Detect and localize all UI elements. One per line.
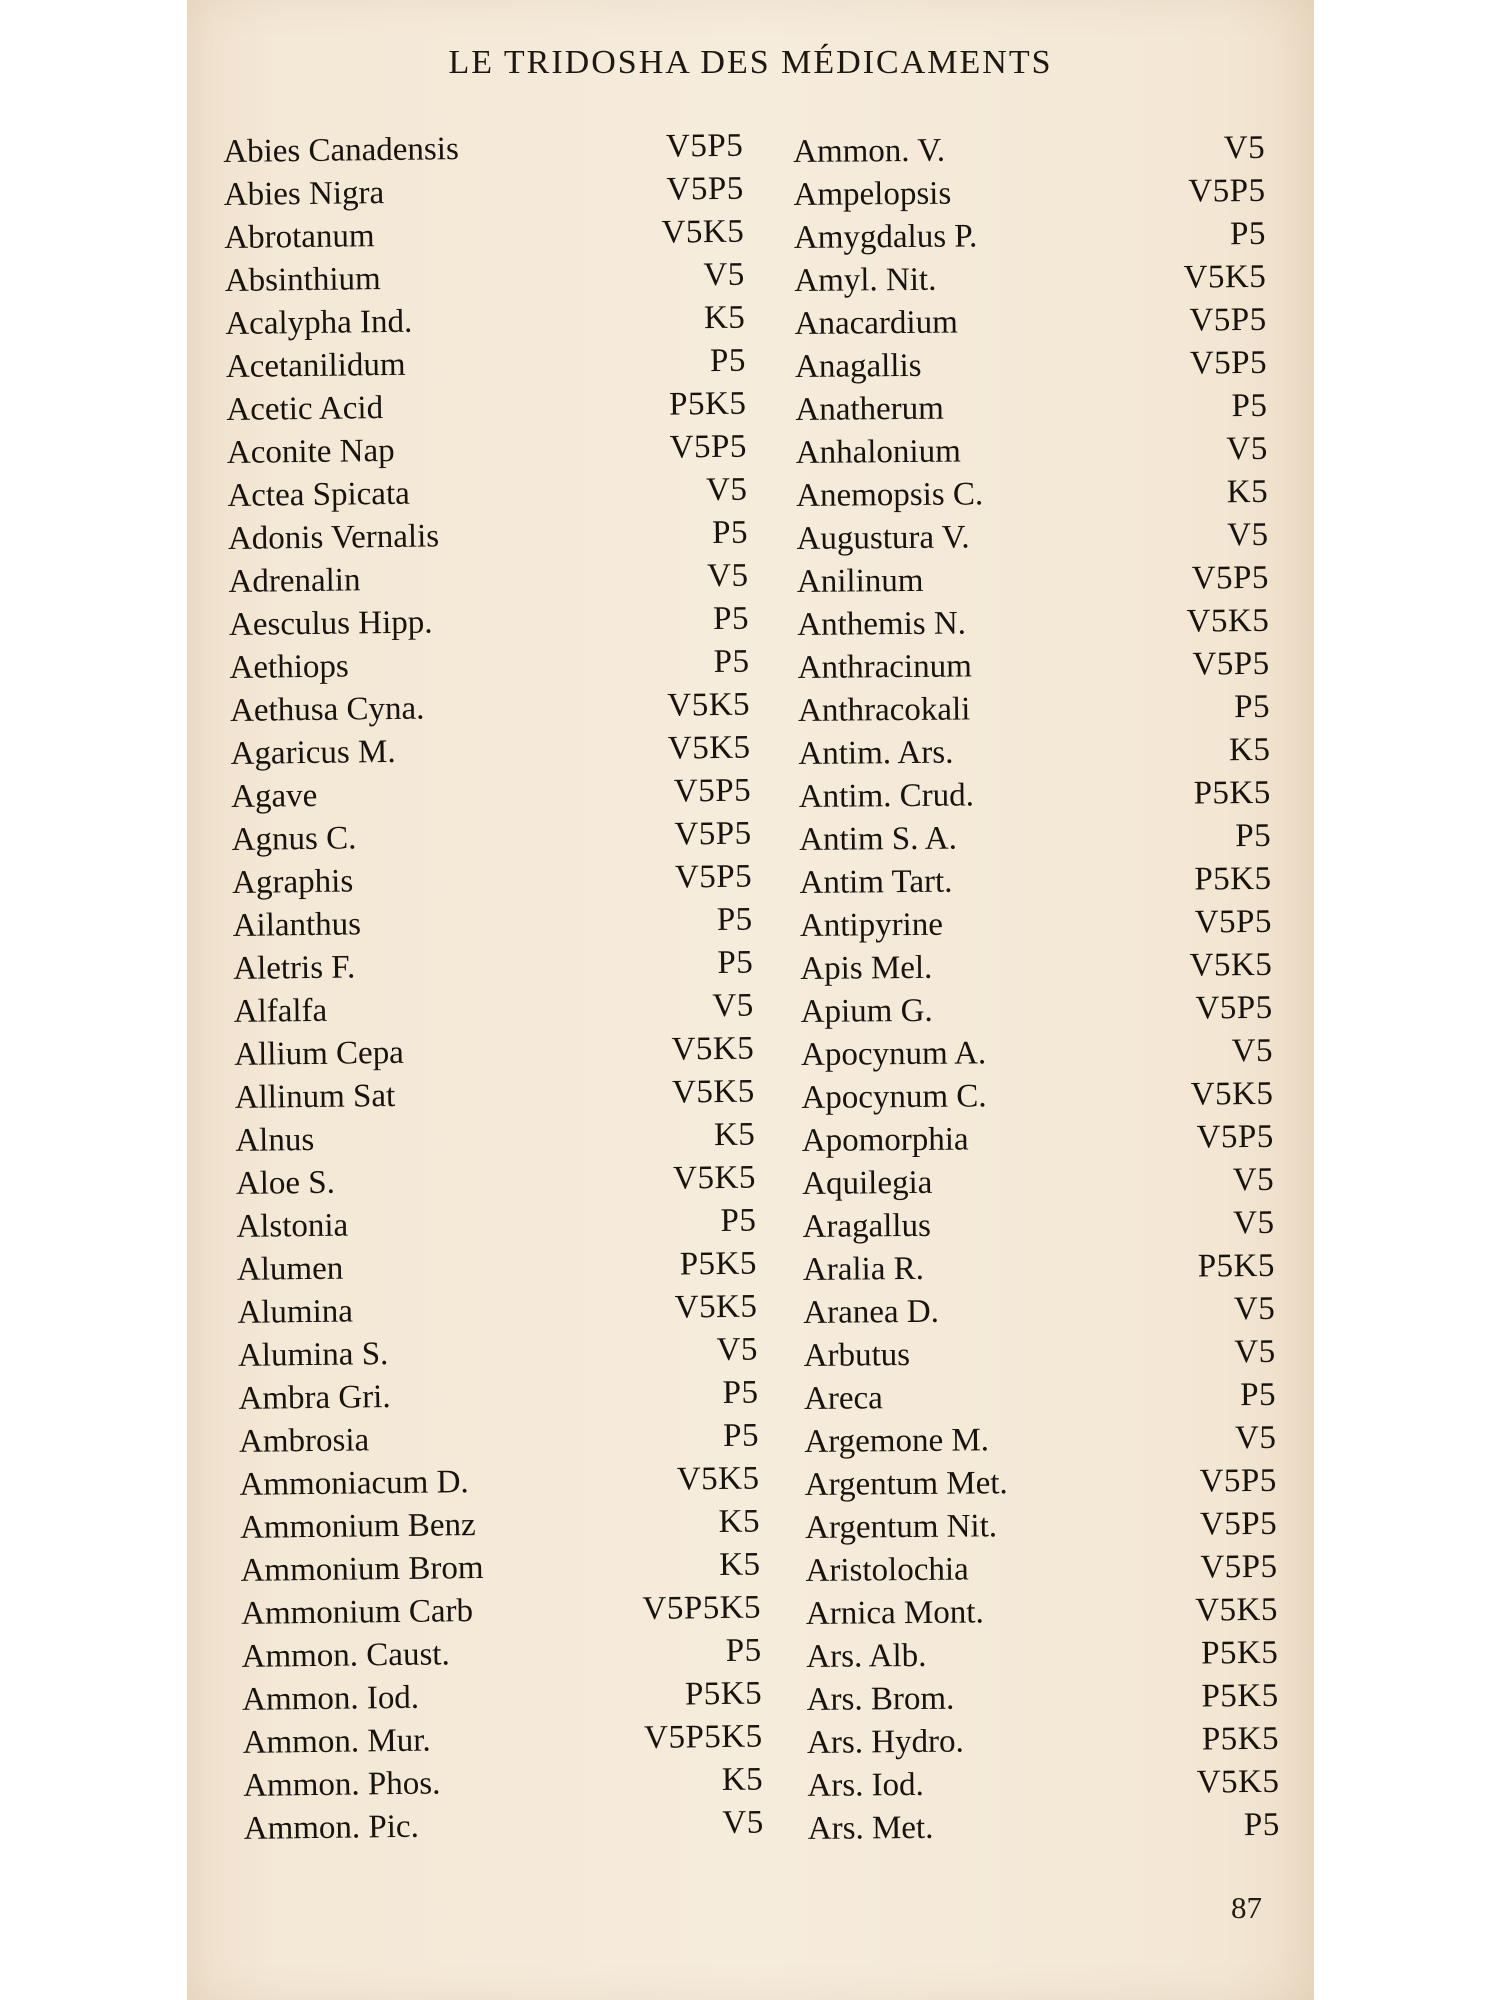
medicament-name: Ampelopsis [793, 175, 952, 213]
medicament-entry [795, 299, 1267, 346]
dosha-code: P5 [1243, 1806, 1280, 1844]
medicament-name: Antim. Crud. [798, 777, 975, 815]
dosha-code: V5P5 [666, 170, 744, 208]
dosha-code: V5K5 [667, 729, 751, 767]
medicament-entry [232, 856, 752, 905]
dosha-code: V5K5 [676, 1460, 760, 1498]
dosha-code: V5 [705, 471, 748, 509]
medicament-entry [802, 1202, 1274, 1249]
medicament-entry [239, 1458, 759, 1507]
medicament-entry [243, 1759, 763, 1808]
dosha-code: V5P5 [1189, 344, 1268, 382]
medicament-name: Agaricus M. [230, 733, 396, 772]
dosha-code: V5P5 [1189, 301, 1267, 339]
medicament-name: Ambra Gri. [238, 1379, 391, 1417]
medicament-name: Abrotanum [224, 218, 375, 256]
dosha-code: V5K5 [672, 1159, 757, 1197]
medicament-entry [226, 340, 746, 389]
medicament-name: Anatherum [795, 390, 945, 428]
dosha-code: P5K5 [1193, 774, 1271, 812]
dosha-code: K5 [1226, 473, 1269, 511]
dosha-code: V5P5 [1194, 903, 1273, 941]
dosha-code: P5K5 [1201, 1677, 1279, 1715]
medicament-name: Acetic Acid [226, 390, 384, 428]
medicament-name: Argentum Nit. [805, 1508, 998, 1546]
page-number: 87 [1231, 1890, 1262, 1925]
medicament-name: Apocynum A. [800, 1035, 987, 1073]
dosha-code: P5K5 [1201, 1720, 1280, 1758]
medicament-name: Aquilegia [802, 1164, 933, 1202]
dosha-code: V5 [1231, 1032, 1274, 1070]
medicament-name: Alumen [236, 1250, 344, 1288]
dosha-code: P5K5 [1194, 860, 1272, 898]
dosha-code: P5 [1234, 688, 1271, 726]
dosha-code: V5 [716, 1331, 759, 1369]
medicament-name: Arbutus [803, 1337, 911, 1374]
dosha-code: P5K5 [668, 385, 747, 423]
dosha-code: V5 [1233, 1204, 1275, 1242]
dosha-code: P5 [711, 514, 749, 552]
medicament-entry [228, 512, 748, 561]
dosha-code: K5 [703, 299, 746, 337]
dosha-code: V5P5 [1191, 559, 1270, 597]
medicament-name: Arnica Mont. [805, 1594, 984, 1632]
dosha-code: K5 [721, 1761, 764, 1799]
medicament-name: Apocynum C. [801, 1078, 987, 1116]
medicament-name: Alnus [235, 1121, 315, 1159]
dosha-code: P5K5 [1200, 1634, 1279, 1672]
dosha-code: P5 [722, 1417, 760, 1454]
medicament-name: Aranea D. [803, 1293, 940, 1331]
dosha-code: P5 [722, 1374, 759, 1411]
dosha-code: V5K5 [1186, 602, 1270, 640]
medicament-entry [807, 1718, 1279, 1765]
dosha-code: V5K5 [671, 1030, 755, 1068]
dosha-code: V5P5K5 [642, 1589, 762, 1627]
medicament-name: Antipyrine [799, 906, 944, 944]
medicament-entry [806, 1632, 1278, 1679]
medicament-entry [223, 125, 743, 174]
dosha-code: K5 [718, 1503, 761, 1541]
dosha-code: V5 [1234, 1419, 1277, 1457]
medicament-name: Agraphis [231, 863, 354, 901]
medicament-name: Ars. Iod. [807, 1766, 925, 1804]
medicament-name: Anemopsis C. [796, 476, 984, 514]
medicament-name: Ammon. Phos. [242, 1765, 441, 1804]
dosha-code: K5 [713, 1116, 756, 1154]
medicament-entry [800, 944, 1272, 991]
medicament-entry [799, 772, 1271, 819]
medicament-entry [237, 1243, 757, 1292]
medicament-entry [224, 168, 744, 217]
medicament-name: Adrenalin [228, 562, 361, 600]
medicament-name: Ammon. Mur. [242, 1722, 431, 1761]
medicament-entry [235, 1071, 755, 1120]
dosha-code: V5P5 [1188, 172, 1266, 210]
medicament-entry [804, 1417, 1276, 1464]
dosha-code: V5P5 [673, 772, 752, 810]
dosha-code: V5 [1227, 516, 1269, 554]
medicament-entry [227, 469, 747, 518]
medicament-entry [230, 684, 750, 733]
medicament-entry [225, 297, 745, 346]
left-column [223, 125, 764, 1851]
medicament-entry [804, 1374, 1276, 1421]
dosha-code: V5 [1223, 129, 1266, 167]
dosha-code: P5 [717, 944, 754, 982]
dosha-code: V5P5 [1192, 645, 1270, 683]
medicament-entry [795, 342, 1267, 389]
medicament-entry [241, 1587, 761, 1636]
medicament-entry [801, 987, 1273, 1034]
medicament-name: Anthracokali [797, 691, 971, 729]
medicament-entry [242, 1673, 762, 1722]
dosha-code: P5 [716, 901, 753, 939]
dosha-code: V5P5 [1195, 989, 1273, 1027]
dosha-code: V5P5 [1200, 1548, 1278, 1586]
medicament-entry [229, 598, 749, 647]
dosha-code: V5K5 [671, 1073, 755, 1111]
right-column [793, 127, 1280, 1851]
medicament-name: Alfalfa [233, 992, 328, 1030]
medicament-name: Ammonium Carb [240, 1593, 474, 1632]
dosha-code: P5 [1231, 387, 1268, 425]
dosha-code: V5K5 [1189, 946, 1273, 984]
medicament-name: Anhalonium [795, 433, 961, 471]
medicament-entry [797, 557, 1269, 604]
medicament-name: Anthracinum [797, 648, 972, 686]
medicament-name: Ammon. Iod. [241, 1679, 420, 1718]
medicament-entry [226, 383, 746, 432]
medicament-entry [231, 770, 751, 819]
medicament-name: Argentum Met. [804, 1465, 1008, 1503]
medicament-entry [240, 1501, 760, 1550]
medicament-entry [807, 1761, 1279, 1808]
medicament-entry [794, 213, 1266, 260]
medicament-name: Argemone M. [804, 1422, 990, 1460]
dosha-code: V5P5 [674, 815, 752, 853]
dosha-code: P5 [725, 1632, 762, 1669]
dosha-code: V5P5 [674, 858, 753, 896]
medicament-entry [794, 256, 1266, 303]
dosha-code: V5K5 [1190, 1075, 1274, 1113]
medicament-name: Acetanilidum [225, 346, 406, 385]
dosha-code: V5 [722, 1804, 764, 1842]
medicament-name: Aconite Nap [226, 432, 395, 471]
book-page [187, 0, 1314, 2000]
medicament-entry [242, 1716, 762, 1765]
medicament-entry [243, 1802, 763, 1851]
medicament-entry [798, 729, 1270, 776]
medicament-name: Abies Nigra [223, 175, 385, 213]
medicament-entry [238, 1372, 758, 1421]
medicament-entry [797, 600, 1269, 647]
medicament-name: Ammoniacum D. [239, 1464, 469, 1503]
medicament-entry [801, 1073, 1273, 1120]
dosha-code: V5P5 [669, 428, 748, 466]
dosha-code: P5 [720, 1202, 757, 1240]
medicament-name: Ambrosia [238, 1422, 370, 1460]
medicament-entry [807, 1675, 1279, 1722]
medicament-name: Ars. Hydro. [806, 1723, 964, 1761]
medicament-name: Aesculus Hipp. [228, 604, 433, 643]
dosha-code: V5K5 [1196, 1763, 1280, 1801]
dosha-code: P5 [709, 342, 747, 380]
dosha-code: P5 [713, 643, 750, 681]
medicament-name: Alumina S. [237, 1336, 389, 1374]
medicament-entry [804, 1331, 1276, 1378]
dosha-code: V5K5 [1183, 258, 1267, 296]
medicament-entry [234, 985, 754, 1034]
medicament-entry [236, 1200, 756, 1249]
medicament-entry [241, 1630, 761, 1679]
dosha-code: P5 [1229, 215, 1267, 253]
medicament-name: Aletris F. [233, 949, 356, 987]
medicament-name: Augustura V. [796, 519, 970, 557]
dosha-code: V5K5 [1195, 1591, 1279, 1629]
medicament-name: Areca [803, 1380, 883, 1417]
medicament-name: Antim Tart. [799, 863, 953, 901]
page-title: LE TRIDOSHA DES MÉDICAMENTS [448, 44, 1053, 81]
medicament-entry [796, 428, 1268, 475]
medicament-entry [795, 385, 1267, 432]
medicament-entry [227, 426, 747, 475]
medicament-name: Ammonium Benz [239, 1507, 476, 1546]
medicament-entry [798, 686, 1270, 733]
medicament-name: Antim. Ars. [798, 734, 954, 772]
medicament-name: Agave [230, 777, 318, 815]
medicament-name: Aragallus [802, 1207, 932, 1245]
medicament-entry [793, 127, 1265, 174]
dosha-code: V5 [703, 256, 746, 294]
medicament-name: Allium Cepa [234, 1034, 405, 1073]
medicament-name: Ars. Met. [807, 1809, 934, 1847]
medicament-entry [808, 1804, 1280, 1851]
dosha-code: V5 [1226, 430, 1268, 468]
medicament-name: Ammon. Caust. [241, 1636, 450, 1675]
medicament-entry [233, 942, 753, 991]
medicament-name: Aethiops [229, 648, 349, 686]
dosha-code: P5K5 [679, 1245, 758, 1283]
medicament-entry [224, 211, 744, 260]
medicament-name: Acalypha Ind. [225, 303, 413, 342]
medicament-name: Ailanthus [232, 906, 362, 944]
dosha-code: V5P5 [1196, 1118, 1274, 1156]
medicament-entry [803, 1245, 1275, 1292]
medicament-name: Absinthium [224, 261, 381, 299]
medicament-name: Anthemis N. [797, 605, 967, 643]
medicament-name: Anilinum [796, 562, 924, 600]
medicament-entry [232, 899, 752, 948]
dosha-code: P5 [1235, 817, 1272, 855]
dosha-code: V5 [1233, 1290, 1276, 1328]
medicament-name: Ammon. Pic. [243, 1808, 420, 1847]
medicament-name: Amygdalus P. [793, 218, 978, 256]
medicament-name: Anagallis [794, 347, 922, 385]
dosha-code: V5P5K5 [643, 1718, 763, 1756]
medicament-name: Aralia R. [802, 1250, 925, 1288]
dosha-code: P5K5 [1197, 1247, 1276, 1285]
dosha-code: V5K5 [667, 686, 751, 724]
medicament-name: Agnus C. [231, 820, 357, 858]
medicament-name: Ars. Alb. [806, 1637, 927, 1675]
medicament-name: Adonis Vernalis [227, 518, 440, 557]
medicament-entry [228, 555, 748, 604]
medicament-entry [240, 1544, 760, 1593]
medicament-name: Apomorphia [801, 1121, 969, 1159]
medicament-name: Amyl. Nit. [794, 261, 937, 299]
medicament-name: Aloe S. [235, 1164, 336, 1202]
dosha-code: V5 [1234, 1333, 1276, 1371]
medicament-entry [801, 1030, 1273, 1077]
dosha-code: K5 [1228, 731, 1271, 769]
medicament-name: Ars. Brom. [806, 1680, 955, 1718]
medicament-entry [805, 1460, 1277, 1507]
dosha-code: V5P5 [665, 127, 744, 165]
medicament-entry [803, 1288, 1275, 1335]
dosha-code: V5 [712, 987, 754, 1025]
medicament-name: Abies Canadensis [223, 131, 460, 170]
dosha-code: V5 [1232, 1161, 1275, 1199]
medicament-name: Allinum Sat [234, 1077, 396, 1116]
medicament-name: Apium G. [800, 992, 933, 1030]
medicament-entry [799, 858, 1271, 905]
medicament-entry [231, 813, 751, 862]
medicament-entry [239, 1415, 759, 1464]
medicament-entry [805, 1503, 1277, 1550]
medicament-entry [230, 727, 750, 776]
dosha-code: V5 [706, 557, 749, 595]
dosha-code: P5 [712, 600, 750, 638]
medicament-entry [799, 815, 1271, 862]
medicament-entry [793, 170, 1265, 217]
medicament-entry [238, 1329, 758, 1378]
dosha-code: V5P5 [1199, 1462, 1277, 1500]
medicament-entry [234, 1028, 754, 1077]
medicament-name: Aethusa Cyna. [229, 690, 425, 729]
medicament-entry [800, 901, 1272, 948]
medicament-name: Anacardium [794, 304, 958, 342]
medicament-name: Aristolochia [805, 1551, 969, 1589]
medicament-entry [229, 641, 749, 690]
dosha-code: V5K5 [674, 1288, 758, 1326]
dosha-code: V5P5 [1199, 1505, 1278, 1543]
medicament-entry [237, 1286, 757, 1335]
medicament-entry [796, 471, 1268, 518]
medicament-entry [236, 1157, 756, 1206]
medicament-name: Ammon. V. [793, 132, 946, 170]
medicament-entry [796, 514, 1268, 561]
medicament-entry [805, 1546, 1277, 1593]
medicament-entry [235, 1114, 755, 1163]
medicament-name: Actea Spicata [227, 475, 410, 514]
medicament-name: Antim S. A. [799, 820, 958, 858]
medicament-entry [802, 1159, 1274, 1206]
medicament-entry [802, 1116, 1274, 1163]
medicament-entry [806, 1589, 1278, 1636]
medicament-entry [225, 254, 745, 303]
medicament-name: Apis Mel. [800, 949, 933, 987]
medicament-entry [798, 643, 1270, 690]
dosha-code: K5 [718, 1546, 761, 1584]
dosha-code: P5 [1240, 1376, 1277, 1414]
dosha-code: V5K5 [661, 213, 745, 251]
medicament-name: Alstonia [236, 1207, 349, 1245]
medicament-name: Ammonium Brom [240, 1549, 484, 1589]
medicament-name: Alumina [237, 1293, 354, 1331]
dosha-code: P5K5 [684, 1675, 763, 1713]
